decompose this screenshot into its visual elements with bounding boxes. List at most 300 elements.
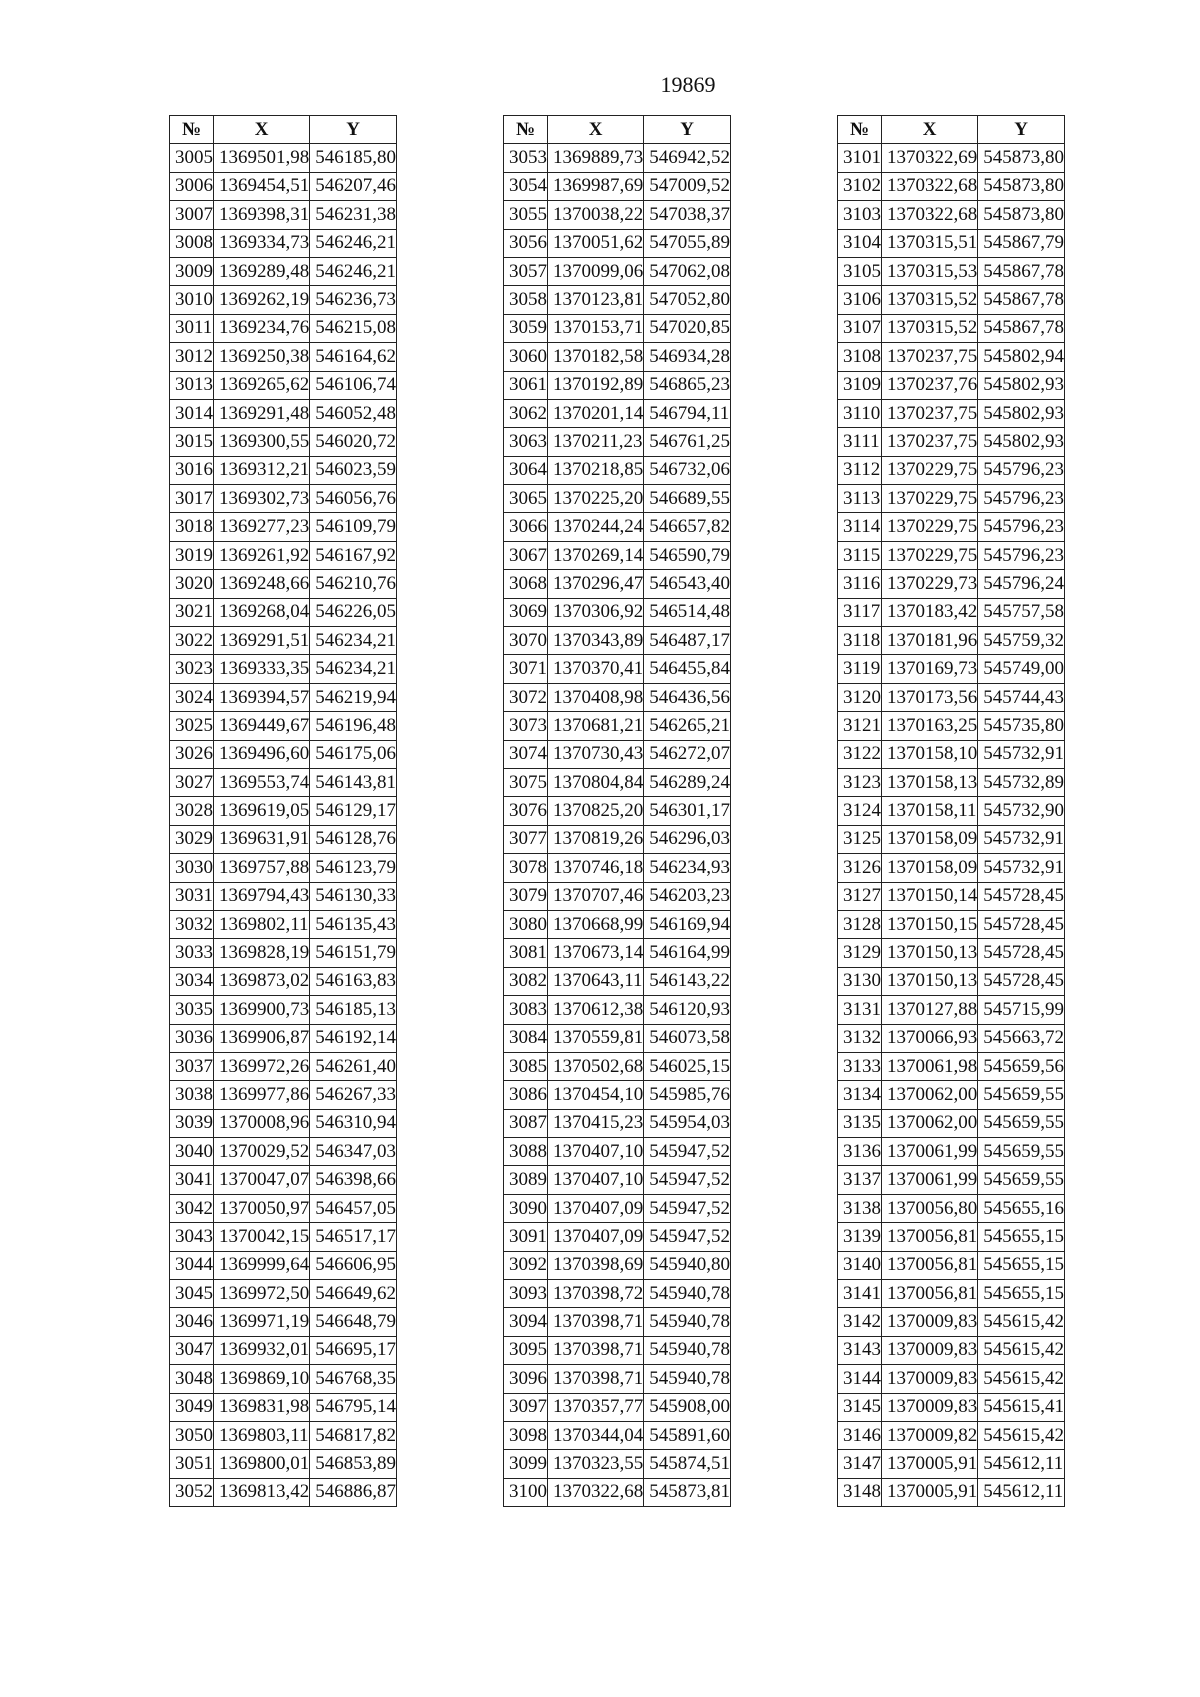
point-number-cell: 3017 (170, 485, 214, 513)
header-number: № (170, 116, 214, 144)
table-row (504, 797, 731, 825)
y-coordinate-cell: 546056,76 (310, 485, 397, 513)
table-row (838, 1024, 1065, 1052)
table-row (838, 428, 1065, 456)
table-row (838, 627, 1065, 655)
point-number-cell: 3107 (838, 314, 882, 342)
y-coordinate-cell: 545867,79 (978, 229, 1065, 257)
table-row (838, 1138, 1065, 1166)
y-coordinate-cell: 546289,24 (644, 768, 731, 796)
x-coordinate-cell: 1370370,41 (548, 655, 644, 683)
x-coordinate-cell: 1370398,71 (548, 1365, 644, 1393)
x-coordinate-cell: 1370237,75 (882, 428, 978, 456)
point-number-cell: 3085 (504, 1052, 548, 1080)
point-number-cell: 3130 (838, 967, 882, 995)
y-coordinate-cell: 546853,89 (310, 1450, 397, 1478)
y-coordinate-cell: 546128,76 (310, 825, 397, 853)
table-row (504, 1450, 731, 1478)
table-row (504, 314, 731, 342)
y-coordinate-cell: 546143,81 (310, 768, 397, 796)
y-coordinate-cell: 546695,17 (310, 1336, 397, 1364)
y-coordinate-cell: 545732,91 (978, 854, 1065, 882)
y-coordinate-cell: 546210,76 (310, 570, 397, 598)
header-number: № (838, 116, 882, 144)
table-row (504, 1024, 731, 1052)
point-number-cell: 3059 (504, 314, 548, 342)
header-x: X (214, 116, 310, 144)
x-coordinate-cell: 1369454,51 (214, 172, 310, 200)
x-coordinate-cell: 1370009,83 (882, 1308, 978, 1336)
x-coordinate-cell: 1370229,75 (882, 541, 978, 569)
table-row (170, 1081, 397, 1109)
y-coordinate-cell: 546398,66 (310, 1166, 397, 1194)
y-coordinate-cell: 547062,08 (644, 257, 731, 285)
y-coordinate-cell: 545940,78 (644, 1365, 731, 1393)
table-row (170, 939, 397, 967)
point-number-cell: 3098 (504, 1421, 548, 1449)
point-number-cell: 3065 (504, 485, 548, 513)
point-number-cell: 3044 (170, 1251, 214, 1279)
y-coordinate-cell: 546163,83 (310, 967, 397, 995)
x-coordinate-cell: 1370009,83 (882, 1393, 978, 1421)
point-number-cell: 3061 (504, 371, 548, 399)
x-coordinate-cell: 1370192,89 (548, 371, 644, 399)
point-number-cell: 3095 (504, 1336, 548, 1364)
table-row (504, 229, 731, 257)
table-row (170, 1365, 397, 1393)
y-coordinate-cell: 546169,94 (644, 910, 731, 938)
point-number-cell: 3132 (838, 1024, 882, 1052)
table-row (838, 882, 1065, 910)
x-coordinate-cell: 1370343,89 (548, 627, 644, 655)
point-number-cell: 3089 (504, 1166, 548, 1194)
y-coordinate-cell: 545728,45 (978, 910, 1065, 938)
point-number-cell: 3084 (504, 1024, 548, 1052)
x-coordinate-cell: 1370323,55 (548, 1450, 644, 1478)
x-coordinate-cell: 1370225,20 (548, 485, 644, 513)
point-number-cell: 3056 (504, 229, 548, 257)
x-coordinate-cell: 1370559,81 (548, 1024, 644, 1052)
point-number-cell: 3137 (838, 1166, 882, 1194)
x-coordinate-cell: 1370009,83 (882, 1336, 978, 1364)
table-row (170, 1280, 397, 1308)
point-number-cell: 3090 (504, 1194, 548, 1222)
table-row (504, 144, 731, 172)
table-row (170, 1336, 397, 1364)
point-number-cell: 3135 (838, 1109, 882, 1137)
x-coordinate-cell: 1370344,04 (548, 1421, 644, 1449)
table-row (170, 768, 397, 796)
point-number-cell: 3075 (504, 768, 548, 796)
table-row (170, 314, 397, 342)
point-number-cell: 3008 (170, 229, 214, 257)
x-coordinate-cell: 1369265,62 (214, 371, 310, 399)
y-coordinate-cell: 546129,17 (310, 797, 397, 825)
table-row (504, 910, 731, 938)
y-coordinate-cell: 545908,00 (644, 1393, 731, 1421)
x-coordinate-cell: 1370357,77 (548, 1393, 644, 1421)
table-row (504, 1280, 731, 1308)
point-number-cell: 3072 (504, 683, 548, 711)
point-number-cell: 3057 (504, 257, 548, 285)
point-number-cell: 3064 (504, 456, 548, 484)
point-number-cell: 3068 (504, 570, 548, 598)
y-coordinate-cell: 546606,95 (310, 1251, 397, 1279)
table-row (504, 712, 731, 740)
point-number-cell: 3019 (170, 541, 214, 569)
table-row (504, 1393, 731, 1421)
x-coordinate-cell: 1370047,07 (214, 1166, 310, 1194)
y-coordinate-cell: 545802,93 (978, 399, 1065, 427)
x-coordinate-cell: 1370398,71 (548, 1336, 644, 1364)
y-coordinate-cell: 545874,51 (644, 1450, 731, 1478)
table-row (170, 967, 397, 995)
table-row (504, 996, 731, 1024)
y-coordinate-cell: 546689,55 (644, 485, 731, 513)
y-coordinate-cell: 546865,23 (644, 371, 731, 399)
y-coordinate-cell: 546649,62 (310, 1280, 397, 1308)
table-row (504, 570, 731, 598)
x-coordinate-cell: 1370229,75 (882, 513, 978, 541)
x-coordinate-cell: 1370673,14 (548, 939, 644, 967)
table-row (170, 343, 397, 371)
y-coordinate-cell: 546517,17 (310, 1223, 397, 1251)
x-coordinate-cell: 1369800,01 (214, 1450, 310, 1478)
x-coordinate-cell: 1370061,99 (882, 1138, 978, 1166)
table-row (170, 627, 397, 655)
x-coordinate-cell: 1370061,99 (882, 1166, 978, 1194)
table-row (838, 172, 1065, 200)
table-row (170, 1421, 397, 1449)
x-coordinate-cell: 1370201,14 (548, 399, 644, 427)
y-coordinate-cell: 546109,79 (310, 513, 397, 541)
table-row (504, 683, 731, 711)
x-coordinate-cell: 1370150,14 (882, 882, 978, 910)
point-number-cell: 3027 (170, 768, 214, 796)
point-number-cell: 3054 (504, 172, 548, 200)
y-coordinate-cell: 546795,14 (310, 1393, 397, 1421)
table-row (170, 1251, 397, 1279)
x-coordinate-cell: 1370181,96 (882, 627, 978, 655)
point-number-cell: 3109 (838, 371, 882, 399)
y-coordinate-cell: 546207,46 (310, 172, 397, 200)
point-number-cell: 3032 (170, 910, 214, 938)
table-row (504, 1308, 731, 1336)
x-coordinate-cell: 1369234,76 (214, 314, 310, 342)
table-row (170, 399, 397, 427)
point-number-cell: 3043 (170, 1223, 214, 1251)
y-coordinate-cell: 545659,55 (978, 1166, 1065, 1194)
y-coordinate-cell: 546942,52 (644, 144, 731, 172)
y-coordinate-cell: 546347,03 (310, 1138, 397, 1166)
x-coordinate-cell: 1369261,92 (214, 541, 310, 569)
point-number-cell: 3029 (170, 825, 214, 853)
y-coordinate-cell: 545728,45 (978, 882, 1065, 910)
y-coordinate-cell: 545655,15 (978, 1223, 1065, 1251)
table-row (838, 740, 1065, 768)
x-coordinate-cell: 1370502,68 (548, 1052, 644, 1080)
table-row (504, 740, 731, 768)
x-coordinate-cell: 1370127,88 (882, 996, 978, 1024)
point-number-cell: 3122 (838, 740, 882, 768)
table-row (838, 712, 1065, 740)
point-number-cell: 3039 (170, 1109, 214, 1137)
y-coordinate-cell: 546436,56 (644, 683, 731, 711)
coordinate-table-1 (169, 115, 397, 1507)
y-coordinate-cell: 545749,00 (978, 655, 1065, 683)
point-number-cell: 3083 (504, 996, 548, 1024)
y-coordinate-cell: 546175,06 (310, 740, 397, 768)
point-number-cell: 3080 (504, 910, 548, 938)
y-coordinate-cell: 545732,91 (978, 740, 1065, 768)
y-coordinate-cell: 546310,94 (310, 1109, 397, 1137)
point-number-cell: 3050 (170, 1421, 214, 1449)
table-row (170, 144, 397, 172)
x-coordinate-cell: 1370398,72 (548, 1280, 644, 1308)
x-coordinate-cell: 1369802,11 (214, 910, 310, 938)
y-coordinate-cell: 545757,58 (978, 598, 1065, 626)
point-number-cell: 3139 (838, 1223, 882, 1251)
point-number-cell: 3096 (504, 1365, 548, 1393)
y-coordinate-cell: 545796,23 (978, 485, 1065, 513)
y-coordinate-cell: 546301,17 (644, 797, 731, 825)
table-row (504, 1081, 731, 1109)
table-row (504, 1052, 731, 1080)
table-row (838, 144, 1065, 172)
x-coordinate-cell: 1370062,00 (882, 1081, 978, 1109)
y-coordinate-cell: 545612,11 (978, 1478, 1065, 1506)
y-coordinate-cell: 546261,40 (310, 1052, 397, 1080)
point-number-cell: 3093 (504, 1280, 548, 1308)
y-coordinate-cell: 546455,84 (644, 655, 731, 683)
table-row (504, 201, 731, 229)
x-coordinate-cell: 1370009,82 (882, 1421, 978, 1449)
point-number-cell: 3007 (170, 201, 214, 229)
table-row (838, 513, 1065, 541)
table-body (838, 144, 1065, 1507)
point-number-cell: 3101 (838, 144, 882, 172)
x-coordinate-cell: 1370269,14 (548, 541, 644, 569)
point-number-cell: 3011 (170, 314, 214, 342)
point-number-cell: 3052 (170, 1478, 214, 1506)
x-coordinate-cell: 1370008,96 (214, 1109, 310, 1137)
x-coordinate-cell: 1370681,21 (548, 712, 644, 740)
point-number-cell: 3009 (170, 257, 214, 285)
y-coordinate-cell: 546192,14 (310, 1024, 397, 1052)
table-row (170, 825, 397, 853)
point-number-cell: 3081 (504, 939, 548, 967)
point-number-cell: 3047 (170, 1336, 214, 1364)
x-coordinate-cell: 1369449,67 (214, 712, 310, 740)
x-coordinate-cell: 1369291,51 (214, 627, 310, 655)
page-number: 19869 (660, 72, 716, 97)
x-coordinate-cell: 1370454,10 (548, 1081, 644, 1109)
point-number-cell: 3147 (838, 1450, 882, 1478)
y-coordinate-cell: 545954,03 (644, 1109, 731, 1137)
table-row (838, 1478, 1065, 1506)
x-coordinate-cell: 1370158,09 (882, 825, 978, 853)
y-coordinate-cell: 545659,55 (978, 1138, 1065, 1166)
y-coordinate-cell: 547020,85 (644, 314, 731, 342)
y-coordinate-cell: 546817,82 (310, 1421, 397, 1449)
y-coordinate-cell: 545873,81 (644, 1478, 731, 1506)
point-number-cell: 3038 (170, 1081, 214, 1109)
x-coordinate-cell: 1370218,85 (548, 456, 644, 484)
point-number-cell: 3100 (504, 1478, 548, 1506)
point-number-cell: 3099 (504, 1450, 548, 1478)
y-coordinate-cell: 545615,41 (978, 1393, 1065, 1421)
table-row (170, 1223, 397, 1251)
x-coordinate-cell: 1370407,09 (548, 1223, 644, 1251)
y-coordinate-cell: 545940,80 (644, 1251, 731, 1279)
table-row (170, 740, 397, 768)
x-coordinate-cell: 1370643,11 (548, 967, 644, 995)
table-row (838, 655, 1065, 683)
x-coordinate-cell: 1369906,87 (214, 1024, 310, 1052)
x-coordinate-cell: 1370183,42 (882, 598, 978, 626)
table-row (504, 1251, 731, 1279)
x-coordinate-cell: 1369300,55 (214, 428, 310, 456)
table-row (170, 996, 397, 1024)
x-coordinate-cell: 1370322,68 (882, 201, 978, 229)
y-coordinate-cell: 545867,78 (978, 286, 1065, 314)
table-row (838, 314, 1065, 342)
point-number-cell: 3051 (170, 1450, 214, 1478)
point-number-cell: 3055 (504, 201, 548, 229)
x-coordinate-cell: 1369794,43 (214, 882, 310, 910)
point-number-cell: 3140 (838, 1251, 882, 1279)
x-coordinate-cell: 1370315,51 (882, 229, 978, 257)
x-coordinate-cell: 1370173,56 (882, 683, 978, 711)
table-row (170, 229, 397, 257)
x-coordinate-cell: 1369289,48 (214, 257, 310, 285)
table-row (838, 910, 1065, 938)
y-coordinate-cell: 545615,42 (978, 1308, 1065, 1336)
y-coordinate-cell: 545659,56 (978, 1052, 1065, 1080)
table-row (170, 1393, 397, 1421)
x-coordinate-cell: 1370398,69 (548, 1251, 644, 1279)
x-coordinate-cell: 1370415,23 (548, 1109, 644, 1137)
point-number-cell: 3144 (838, 1365, 882, 1393)
table-row (170, 428, 397, 456)
point-number-cell: 3018 (170, 513, 214, 541)
table-row (504, 967, 731, 995)
point-number-cell: 3046 (170, 1308, 214, 1336)
point-number-cell: 3092 (504, 1251, 548, 1279)
table-row (838, 1421, 1065, 1449)
table-row (504, 882, 731, 910)
point-number-cell: 3067 (504, 541, 548, 569)
table-row (838, 854, 1065, 882)
point-number-cell: 3045 (170, 1280, 214, 1308)
y-coordinate-cell: 546106,74 (310, 371, 397, 399)
x-coordinate-cell: 1370229,73 (882, 570, 978, 598)
point-number-cell: 3063 (504, 428, 548, 456)
point-number-cell: 3024 (170, 683, 214, 711)
y-coordinate-cell: 545659,55 (978, 1081, 1065, 1109)
y-coordinate-cell: 546215,08 (310, 314, 397, 342)
x-coordinate-cell: 1369619,05 (214, 797, 310, 825)
x-coordinate-cell: 1370229,75 (882, 456, 978, 484)
x-coordinate-cell: 1370123,81 (548, 286, 644, 314)
x-coordinate-cell: 1370009,83 (882, 1365, 978, 1393)
table-row (504, 655, 731, 683)
point-number-cell: 3036 (170, 1024, 214, 1052)
table-row (838, 1308, 1065, 1336)
point-number-cell: 3010 (170, 286, 214, 314)
point-number-cell: 3062 (504, 399, 548, 427)
y-coordinate-cell: 547055,89 (644, 229, 731, 257)
x-coordinate-cell: 1369248,66 (214, 570, 310, 598)
x-coordinate-cell: 1370237,75 (882, 343, 978, 371)
table-row (838, 1166, 1065, 1194)
x-coordinate-cell: 1369333,35 (214, 655, 310, 683)
table-row (838, 797, 1065, 825)
table-row (170, 172, 397, 200)
table-row (170, 570, 397, 598)
y-coordinate-cell: 545873,80 (978, 144, 1065, 172)
x-coordinate-cell: 1370050,97 (214, 1194, 310, 1222)
x-coordinate-cell: 1369277,23 (214, 513, 310, 541)
point-number-cell: 3115 (838, 541, 882, 569)
table-row (170, 371, 397, 399)
table-row (504, 172, 731, 200)
y-coordinate-cell: 547052,80 (644, 286, 731, 314)
x-coordinate-cell: 1370819,26 (548, 825, 644, 853)
coordinate-table-2 (503, 115, 731, 1507)
y-coordinate-cell: 546794,11 (644, 399, 731, 427)
y-coordinate-cell: 546234,21 (310, 627, 397, 655)
point-number-cell: 3136 (838, 1138, 882, 1166)
table-row (838, 229, 1065, 257)
y-coordinate-cell: 546219,94 (310, 683, 397, 711)
table-row (504, 1421, 731, 1449)
table-row (838, 1109, 1065, 1137)
y-coordinate-cell: 546052,48 (310, 399, 397, 427)
point-number-cell: 3035 (170, 996, 214, 1024)
x-coordinate-cell: 1370315,53 (882, 257, 978, 285)
table-row (170, 201, 397, 229)
y-coordinate-cell: 546123,79 (310, 854, 397, 882)
y-coordinate-cell: 546514,48 (644, 598, 731, 626)
y-coordinate-cell: 546226,05 (310, 598, 397, 626)
y-coordinate-cell: 545715,99 (978, 996, 1065, 1024)
point-number-cell: 3141 (838, 1280, 882, 1308)
x-coordinate-cell: 1370612,38 (548, 996, 644, 1024)
y-coordinate-cell: 545940,78 (644, 1308, 731, 1336)
point-number-cell: 3073 (504, 712, 548, 740)
point-number-cell: 3006 (170, 172, 214, 200)
point-number-cell: 3148 (838, 1478, 882, 1506)
table-body (504, 144, 731, 1507)
x-coordinate-cell: 1369831,98 (214, 1393, 310, 1421)
point-number-cell: 3091 (504, 1223, 548, 1251)
point-number-cell: 3060 (504, 343, 548, 371)
y-coordinate-cell: 546648,79 (310, 1308, 397, 1336)
point-number-cell: 3105 (838, 257, 882, 285)
point-number-cell: 3117 (838, 598, 882, 626)
point-number-cell: 3113 (838, 485, 882, 513)
x-coordinate-cell: 1370211,23 (548, 428, 644, 456)
x-coordinate-cell: 1370746,18 (548, 854, 644, 882)
table-row (170, 1024, 397, 1052)
table-row (170, 1194, 397, 1222)
point-number-cell: 3087 (504, 1109, 548, 1137)
point-number-cell: 3097 (504, 1393, 548, 1421)
table-row (170, 1308, 397, 1336)
y-coordinate-cell: 545802,94 (978, 343, 1065, 371)
table-row (504, 939, 731, 967)
